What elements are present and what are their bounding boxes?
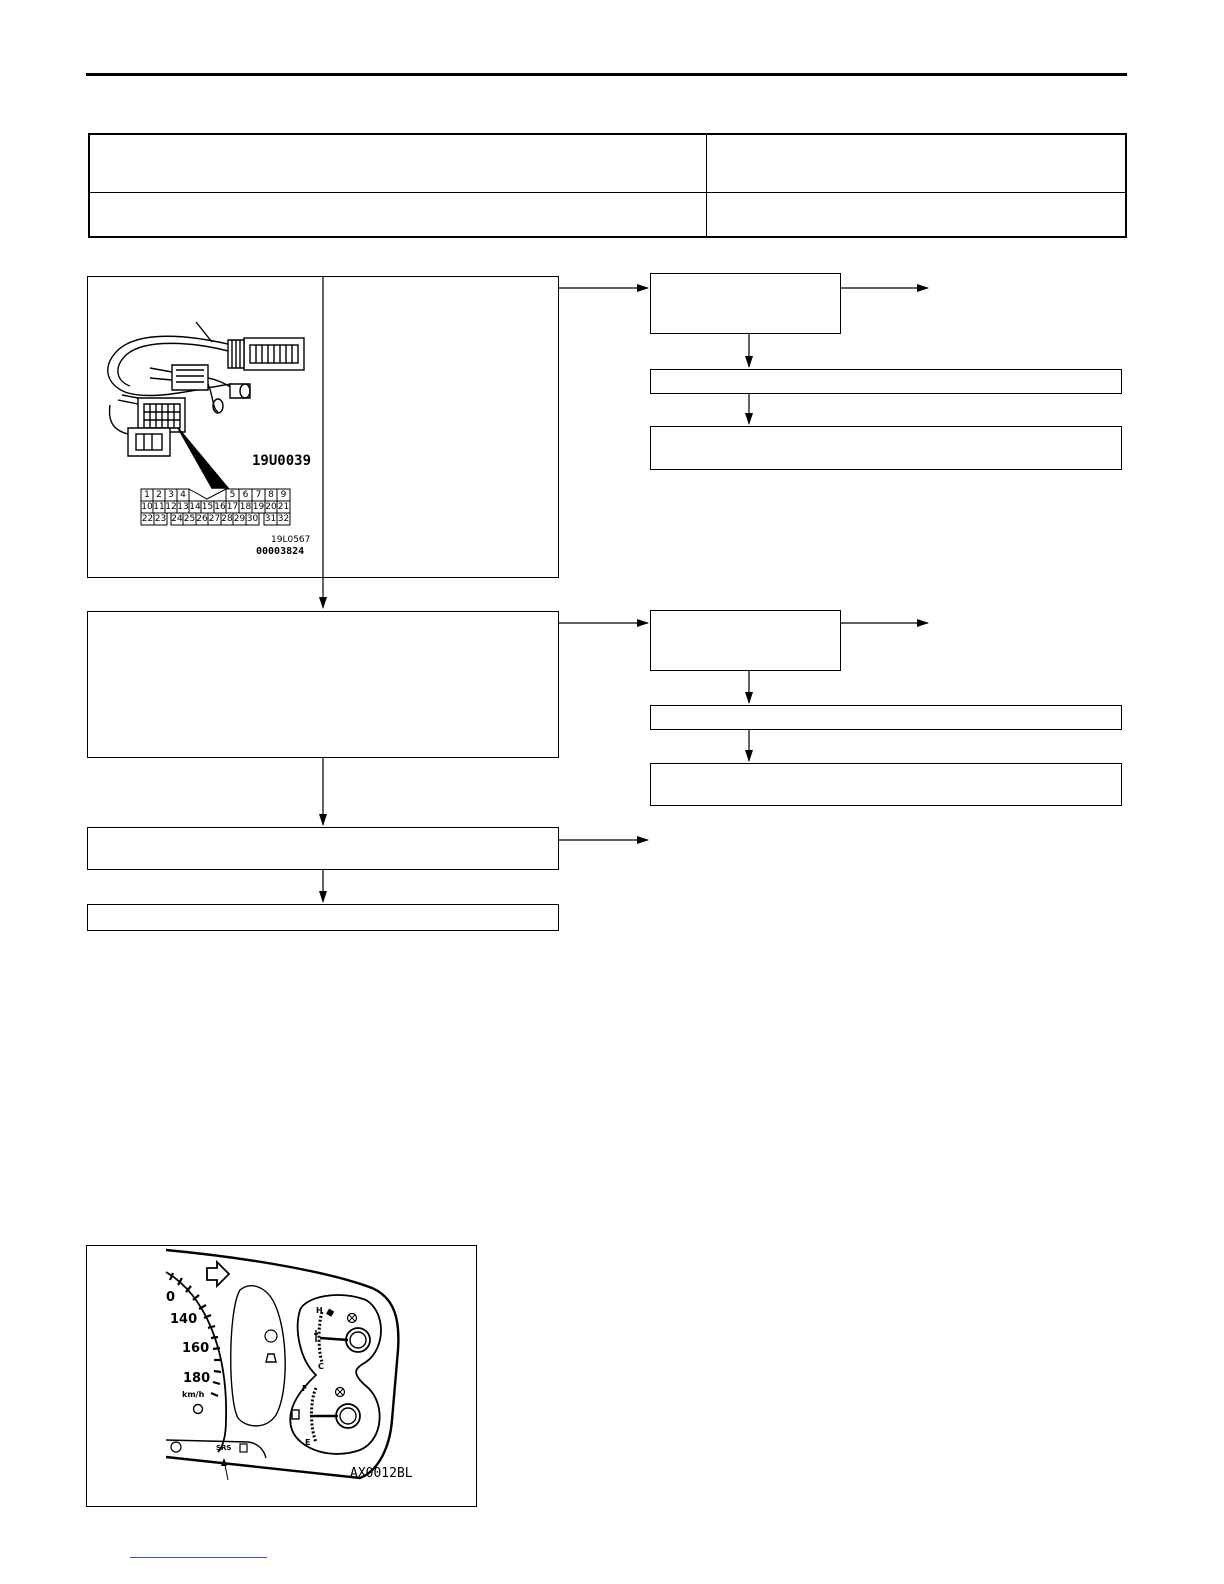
pin-number: 1 <box>144 490 150 500</box>
step-2-action-box <box>650 705 1122 730</box>
pin-number: 18 <box>239 502 252 512</box>
pinout-label: 19L0567 <box>271 535 311 545</box>
pin-number: 31 <box>264 514 277 524</box>
step-2-box <box>87 611 559 758</box>
header-table-row-divider <box>90 192 1125 193</box>
header-table <box>88 133 1127 238</box>
cluster-figure-frame <box>86 1245 477 1507</box>
speed-mark-180: 180 <box>183 1371 211 1386</box>
pin-number: 30 <box>246 514 259 524</box>
step-2-result-box <box>650 610 841 671</box>
pin-number: 27 <box>208 514 221 524</box>
step-1-result-box <box>650 273 841 334</box>
pin-number: 28 <box>221 514 233 524</box>
pin-number: 8 <box>268 490 274 500</box>
step-3-box <box>87 827 559 870</box>
step-1-check-box <box>650 426 1122 470</box>
pin-number: 2 <box>156 490 162 500</box>
pin-number: 22 <box>141 514 154 524</box>
fuel-empty-label: E <box>305 1438 311 1447</box>
figure-code: 00003824 <box>256 546 305 557</box>
step-1-box <box>87 276 559 578</box>
fuel-full-label: F <box>302 1384 308 1393</box>
pin-number: 9 <box>280 490 287 500</box>
pin-number: 32 <box>277 514 290 524</box>
pin-number: 10 <box>141 502 153 512</box>
figure-2-label: AX0012BL <box>350 1466 413 1481</box>
pin-number: 16 <box>214 502 226 512</box>
pin-number: 19 <box>252 502 265 512</box>
srs-indicator: SRS <box>216 1444 232 1452</box>
speed-mark-140: 140 <box>170 1312 198 1327</box>
pin-number: 12 <box>165 502 177 512</box>
pin-number: 21 <box>277 502 290 512</box>
step-2-check-box <box>650 763 1122 806</box>
footer-link-underline <box>130 1557 267 1558</box>
pin-number: 14 <box>189 502 201 512</box>
pin-number: 20 <box>265 502 277 512</box>
pin-number: 4 <box>180 490 186 500</box>
pin-number: 29 <box>233 514 246 524</box>
pin-number: 26 <box>196 514 208 524</box>
pin-number: 23 <box>154 514 167 524</box>
speed-unit: km/h <box>182 1390 205 1399</box>
pin-number: 11 <box>153 502 165 512</box>
speed-mark-0: 0 <box>166 1290 176 1305</box>
step-1-action-box <box>650 369 1122 394</box>
pin-number: 5 <box>229 490 236 500</box>
speed-mark-160: 160 <box>182 1341 210 1356</box>
pin-number: 17 <box>226 502 239 512</box>
pin-number: 3 <box>168 490 174 500</box>
top-rule <box>86 73 1127 76</box>
temp-hot-label: H <box>316 1306 323 1315</box>
pin-number: 6 <box>242 490 249 500</box>
pin-number: 25 <box>183 514 196 524</box>
pin-number: 7 <box>255 490 262 500</box>
pin-number: 24 <box>171 514 183 524</box>
pin-number: 15 <box>201 502 214 512</box>
temp-cold-label: C <box>318 1362 324 1371</box>
figure-1-label: 19U0039 <box>252 453 312 469</box>
header-table-column-divider <box>706 135 707 236</box>
pin-number: 13 <box>177 502 189 512</box>
step-4-box <box>87 904 559 931</box>
